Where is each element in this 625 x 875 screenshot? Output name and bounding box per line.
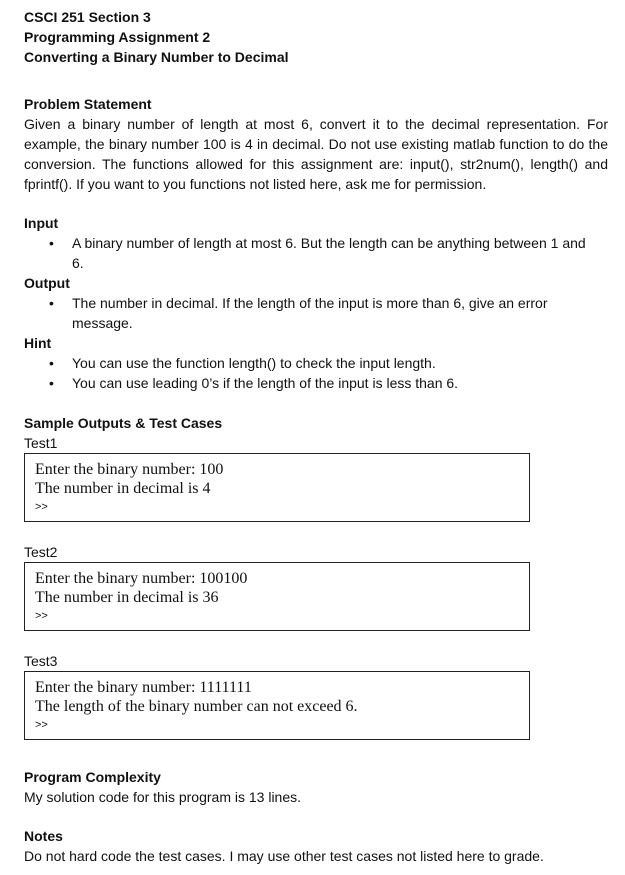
console-line: The length of the binary number can not exceed 6.: [35, 698, 358, 715]
test2-label: Test2: [24, 544, 58, 560]
list-item: [24, 373, 608, 393]
console-line: The number in decimal is 4: [35, 480, 211, 497]
bullet-icon: •: [49, 355, 54, 371]
hint-heading: Hint: [24, 335, 52, 351]
notes-text: Do not hard code the test cases. I may use other test cases not listed here to grade.: [24, 848, 544, 864]
input-list: [24, 233, 608, 273]
notes-section: [24, 826, 608, 866]
spacer: [24, 631, 608, 651]
spacer: [24, 522, 608, 542]
spacer: [24, 807, 608, 826]
test1-label: Test1: [24, 435, 58, 451]
assignment-number: Programming Assignment 2: [24, 29, 211, 45]
console-prompt: >>: [35, 610, 48, 622]
list-item-text: You can use leading 0’s if the length of the input is less than 6.: [72, 375, 459, 391]
list-item: [24, 233, 608, 273]
list-item: [24, 353, 608, 373]
sample-outputs-heading: Sample Outputs & Test Cases: [24, 415, 223, 431]
spacer: [24, 393, 608, 413]
spacer: [24, 67, 608, 94]
console-prompt: >>: [35, 501, 48, 513]
console-prompt: >>: [35, 719, 48, 731]
problem-statement-heading: Problem Statement: [24, 96, 152, 112]
assignment-document: [24, 7, 608, 866]
spacer: [24, 740, 608, 767]
list-item-text: The number in decimal. If the length of the input is more than 6, give an error message.: [72, 295, 548, 331]
problem-statement-section: [24, 94, 608, 194]
notes-heading: Notes: [24, 828, 63, 844]
sample-outputs-section: [24, 413, 608, 740]
test1-console-box: [24, 453, 530, 522]
output-list: [24, 293, 608, 333]
list-item: [24, 293, 608, 333]
console-line: Enter the binary number: 1111111: [35, 679, 252, 696]
document-header: [24, 7, 608, 67]
output-section: [24, 273, 608, 333]
list-item-text: A binary number of length at most 6. But the length can be anything between 1 and 6.: [72, 235, 586, 271]
console-line: Enter the binary number: 100: [35, 461, 224, 478]
program-complexity-section: [24, 767, 608, 807]
hint-section: [24, 333, 608, 393]
program-complexity-text: My solution code for this program is 13 lines.: [24, 789, 302, 805]
bullet-icon: •: [49, 235, 54, 251]
console-line: The number in decimal is 36: [35, 589, 219, 606]
bullet-icon: •: [49, 295, 54, 311]
list-item-text: You can use the function length() to check the input length.: [72, 355, 436, 371]
hint-list: [24, 353, 608, 393]
test3-console-box: [24, 671, 530, 740]
problem-statement-text: Given a binary number of length at most 6, convert it to the decimal representation. For example, the binary number 100 is 4 in decimal. Do not use existing matlab function to do the conversion. The functions allowed for this assignment are: input(), str2num(), length() and fprintf(). If you want to you functions not listed here, ask me for permission.: [24, 116, 608, 192]
input-section: [24, 213, 608, 273]
input-heading: Input: [24, 215, 59, 231]
console-line: Enter the binary number: 100100: [35, 570, 248, 587]
test2-console-box: [24, 562, 530, 631]
assignment-title: Converting a Binary Number to Decimal: [24, 49, 289, 65]
spacer: [24, 194, 608, 213]
test3-label: Test3: [24, 653, 58, 669]
bullet-icon: •: [49, 375, 54, 391]
program-complexity-heading: Program Complexity: [24, 769, 161, 785]
output-heading: Output: [24, 275, 70, 291]
course-title: CSCI 251 Section 3: [24, 9, 151, 25]
